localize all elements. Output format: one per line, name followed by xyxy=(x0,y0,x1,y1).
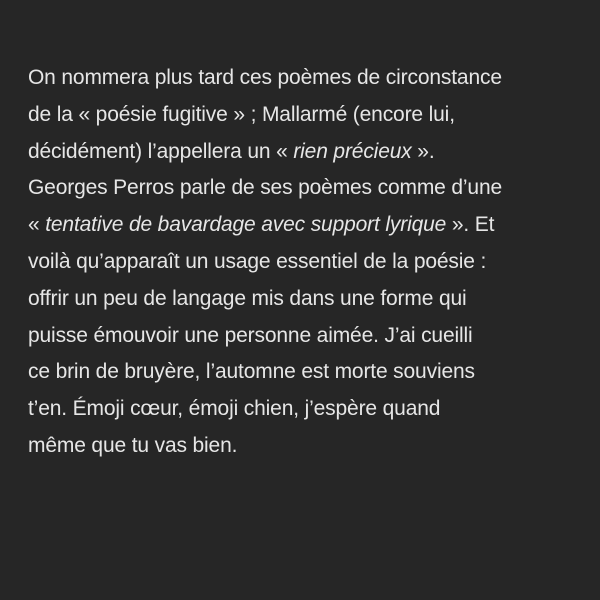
text-segment: décidément) l’appellera un « xyxy=(28,139,294,163)
text-line: On nommera plus tard ces poèmes de circonstance xyxy=(28,66,502,89)
text-line: ce brin de bruyère, l’automne est morte souviens xyxy=(28,360,475,384)
text-segment: « xyxy=(28,213,46,237)
text-line: puisse émouvoir une personne aimée. J’ai cueilli xyxy=(28,323,473,347)
text-line: t’en. Émoji cœur, émoji chien, j’espère quand xyxy=(28,397,441,421)
text-line: voilà qu’apparaît un usage essentiel de la poésie : xyxy=(28,249,487,273)
text-line: même que tu vas bien. xyxy=(28,433,238,457)
text-line: de la « poésie fugitive » ; Mallarmé (encore lui, xyxy=(28,102,455,126)
text-segment: ». Et xyxy=(446,213,495,237)
text-line xyxy=(28,134,588,171)
paragraph xyxy=(28,60,588,465)
text-line xyxy=(28,207,588,244)
text-segment: ». xyxy=(411,139,435,163)
italic-quote: rien précieux xyxy=(293,139,412,163)
text-line: Georges Perros parle de ses poèmes comme d’une xyxy=(28,176,503,200)
italic-quote: tentative de bavardage avec support lyrique xyxy=(45,213,447,237)
text-line: offrir un peu de langage mis dans une forme qui xyxy=(28,286,467,310)
